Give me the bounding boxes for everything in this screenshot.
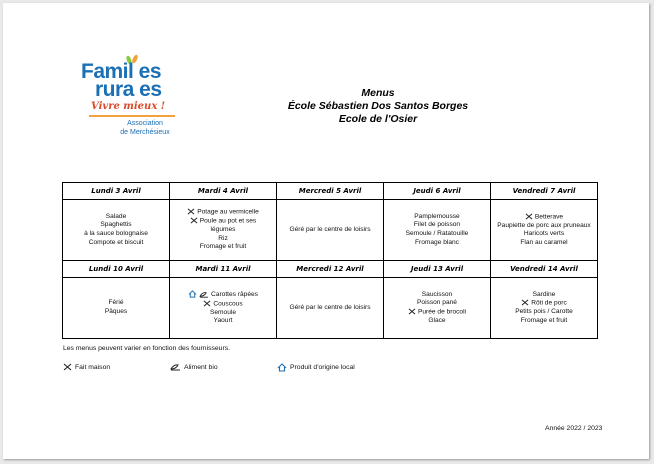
fork-knife-icon <box>63 363 72 371</box>
day-header: Vendredi 14 Avril <box>491 261 598 278</box>
menu-item-text: Purée de brocoli <box>417 308 467 316</box>
menu-item <box>384 239 490 248</box>
menu-item <box>170 217 276 226</box>
menu-item <box>63 230 169 239</box>
menu-item <box>384 317 490 326</box>
menu-item-text: Couscous <box>213 299 243 307</box>
fork-knife-icon <box>190 217 198 224</box>
legend-fait-maison <box>63 363 110 371</box>
familles-rurales-logo <box>81 61 191 141</box>
menu-item <box>491 222 597 231</box>
menu-item <box>277 226 383 235</box>
menu-item <box>170 208 276 217</box>
menu-cell <box>277 278 384 339</box>
logo-word-rurales: rura es <box>95 78 162 101</box>
legend-local <box>277 363 355 372</box>
menu-item <box>63 221 169 230</box>
fork-knife-icon <box>408 308 416 315</box>
menu-item-text: Petits pois / Carotte <box>515 308 573 316</box>
legend-bio <box>170 363 218 371</box>
legend-local-label: Produit d'origine local <box>290 364 355 371</box>
house-icon <box>188 290 197 298</box>
menu-item-text: Carottes râpées <box>211 291 258 299</box>
menu-item <box>170 235 276 244</box>
logo-association <box>95 119 195 137</box>
menu-item <box>170 290 276 299</box>
day-header: Mardi 4 Avril <box>170 183 277 200</box>
menu-item <box>384 221 490 230</box>
menu-cell <box>63 200 170 261</box>
day-header: Mardi 11 Avril <box>170 261 277 278</box>
house-icon <box>277 363 287 372</box>
day-header: Jeudi 6 Avril <box>384 183 491 200</box>
menu-item <box>63 239 169 248</box>
menu-item-text: Riz <box>218 234 228 242</box>
menu-item-text: Fromage et fruit <box>199 243 247 251</box>
menu-item-text: Glace <box>428 316 446 324</box>
menu-item <box>63 308 169 317</box>
menus-heading: Menus <box>361 87 395 99</box>
menu-item-text: Semoule / Ratatouille <box>405 230 469 237</box>
logo-word-familles: Famil es <box>81 60 162 83</box>
menu-item <box>384 230 490 239</box>
logo-association-place: de Merchésieux <box>120 129 170 136</box>
menu-item-text: Semoule <box>209 308 237 316</box>
day-header: Mercredi 12 Avril <box>277 261 384 278</box>
menu-item-text: Sardine <box>532 290 556 298</box>
menu-item-text: Haricots verts <box>523 230 565 238</box>
day-header: Lundi 3 Avril <box>63 183 170 200</box>
menu-cell <box>384 278 491 339</box>
menu-item <box>491 230 597 239</box>
menu-item-text: Salade <box>105 212 127 220</box>
menu-item-text: Rôti de porc <box>531 299 567 307</box>
menu-row <box>63 200 598 261</box>
day-header: Vendredi 7 Avril <box>491 183 598 200</box>
fork-knife-icon <box>187 208 195 215</box>
menu-item <box>63 213 169 222</box>
menu-item-text: Poisson pané <box>417 299 457 307</box>
menu-cell <box>491 200 598 261</box>
menu-cell <box>170 278 277 339</box>
menu-cell <box>277 200 384 261</box>
menu-item-text: à la sauce bolognaise <box>84 230 148 237</box>
menu-item-text: Férié <box>108 299 124 307</box>
menu-item <box>491 213 597 222</box>
school-name-2: Ecole de l'Osier <box>338 113 418 125</box>
menu-item-text: Spaghettis <box>100 221 132 229</box>
menu-cell <box>384 200 491 261</box>
logo-divider <box>89 115 175 117</box>
menu-item <box>170 226 276 235</box>
menu-item <box>170 243 276 252</box>
menu-item-text: Pamplemousse <box>414 212 460 220</box>
menu-item <box>384 213 490 222</box>
bio-leaf-icon <box>170 363 181 371</box>
menu-item-text: Flan au caramel <box>520 238 568 246</box>
supplier-note: Les menus peuvent varier en fonction des fournisseurs. <box>63 345 230 352</box>
menu-item-text: Betterave <box>534 212 564 220</box>
menu-cell <box>63 278 170 339</box>
menu-row <box>63 278 598 339</box>
menu-item-text: Filet de poisson <box>413 221 461 229</box>
menu-item-text: Fromage blanc <box>415 238 459 246</box>
menu-item <box>491 317 597 326</box>
menu-item <box>491 239 597 248</box>
day-header: Lundi 10 Avril <box>63 261 170 278</box>
menu-page <box>3 3 649 459</box>
menu-item-text: Géré par le centre de loisirs <box>289 225 371 233</box>
day-header-row <box>63 183 598 200</box>
menu-item <box>170 309 276 318</box>
menu-item <box>491 299 597 308</box>
menu-item-text: Saucisson <box>421 290 453 298</box>
menu-item-text: Paupiette de porc aux pruneaux <box>497 221 591 229</box>
day-header-row <box>63 261 598 278</box>
menu-item-text: Potage au vermicelle <box>197 208 259 216</box>
bio-leaf-icon <box>199 291 209 298</box>
day-header: Mercredi 5 Avril <box>277 183 384 200</box>
menu-cell <box>170 200 277 261</box>
menu-item <box>170 300 276 309</box>
menu-cell <box>491 278 598 339</box>
logo-association-label: Association <box>127 120 163 127</box>
menu-item-text: Géré par le centre de loisirs <box>289 303 371 311</box>
fork-knife-icon <box>521 299 529 306</box>
menu-item-text: Poule au pot et ses <box>199 217 257 225</box>
menu-item-text: Pâques <box>104 308 128 315</box>
school-year: Année 2022 / 2023 <box>545 425 603 432</box>
menu-item-text: Yaourt <box>213 317 233 325</box>
menu-item-text: Fromage et fruit <box>520 316 568 324</box>
page-title <box>258 87 498 126</box>
menu-item <box>491 308 597 317</box>
menu-item <box>384 308 490 317</box>
legend-bio-label: Aliment bio <box>184 363 218 371</box>
menu-item <box>384 299 490 308</box>
logo-tagline: Vivre mieux ! <box>91 101 166 112</box>
menu-item <box>277 304 383 313</box>
menu-item <box>491 291 597 300</box>
fork-knife-icon <box>525 213 533 220</box>
menu-table <box>62 182 598 339</box>
menu-item <box>170 317 276 326</box>
day-header: Jeudi 13 Avril <box>384 261 491 278</box>
fork-knife-icon <box>203 300 211 307</box>
menu-item <box>63 299 169 308</box>
menu-item-text: Compote et biscuit <box>88 238 144 246</box>
menu-item <box>384 291 490 300</box>
menu-item-text: légumes <box>210 225 236 233</box>
legend-fait-maison-label: Fait maison <box>75 363 111 371</box>
school-name-1: École Sébastien Dos Santos Borges <box>287 100 469 112</box>
